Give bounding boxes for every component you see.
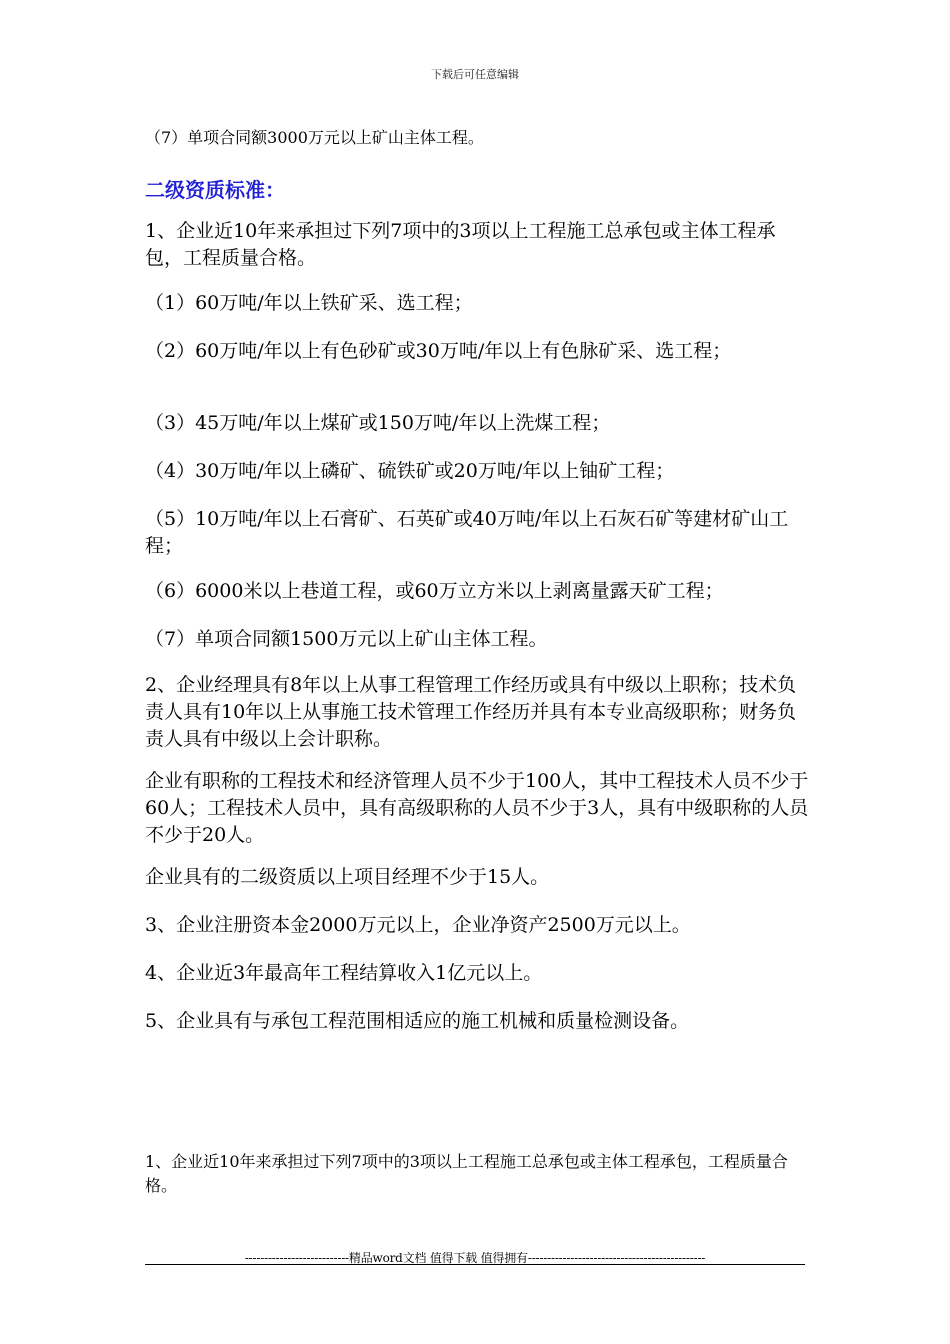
paragraph-requirement-1: 1、企业近10年来承担过下列7项中的3项以上工程施工总承包或主体工程承包，工程质量合格。 <box>145 220 776 269</box>
footer-text: ---------------------------精品word文档 值得下载 值得拥有---------------------------------------------- <box>244 1251 706 1265</box>
page-header-note: 下载后可任意编辑 <box>431 68 519 81</box>
paragraph-requirement-4: 4、企业近3年最高年工程结算收入1亿元以上。 <box>145 962 543 984</box>
paragraph-staff: 企业有职称的工程技术和经济管理人员不少于100人，其中工程技术人员不少于60人；工程技术人员中，具有高级职称的人员不少于3人，具有中级职称的人员不少于20人。 <box>145 770 809 846</box>
paragraph-item-1: （1）60万吨/年以上铁矿采、选工程； <box>145 292 473 314</box>
paragraph-item-4: （4）30万吨/年以上磷矿、硫铁矿或20万吨/年以上铀矿工程； <box>145 460 675 482</box>
paragraph-item-3: （3）45万吨/年以上煤矿或150万吨/年以上洗煤工程； <box>145 412 611 434</box>
paragraph-project-managers: 企业具有的二级资质以上项目经理不少于15人。 <box>145 866 550 888</box>
paragraph-item-7: （7）单项合同额1500万元以上矿山主体工程。 <box>145 628 548 650</box>
paragraph-requirement-3: 3、企业注册资本金2000万元以上，企业净资产2500万元以上。 <box>145 914 691 936</box>
section-heading: 二级资质标准： <box>145 178 285 202</box>
paragraph-item-7-grade1: （7）单项合同额3000万元以上矿山主体工程。 <box>145 128 484 147</box>
paragraph-item-2: （2）60万吨/年以上有色砂矿或30万吨/年以上有色脉矿采、选工程； <box>145 340 732 362</box>
paragraph-item-5: （5）10万吨/年以上石膏矿、石英矿或40万吨/年以上石灰石矿等建材矿山工程； <box>145 508 789 557</box>
paragraph-requirement-2: 2、企业经理具有8年以上从事工程管理工作经历或具有中级以上职称；技术负责人具有10年以上从事施工技术管理工作经历并具有本专业高级职称；财务负责人具有中级以上会计职称。 <box>145 674 797 750</box>
paragraph-item-6: （6）6000米以上巷道工程，或60万立方米以上剥离量露天矿工程； <box>145 580 724 602</box>
footnote-paragraph: 1、企业近10年来承担过下列7项中的3项以上工程施工总承包或主体工程承包，工程质量合格。 <box>145 1152 788 1195</box>
paragraph-requirement-5: 5、企业具有与承包工程范围相适应的施工机械和质量检测设备。 <box>145 1010 690 1032</box>
footer-rule <box>145 1264 805 1265</box>
